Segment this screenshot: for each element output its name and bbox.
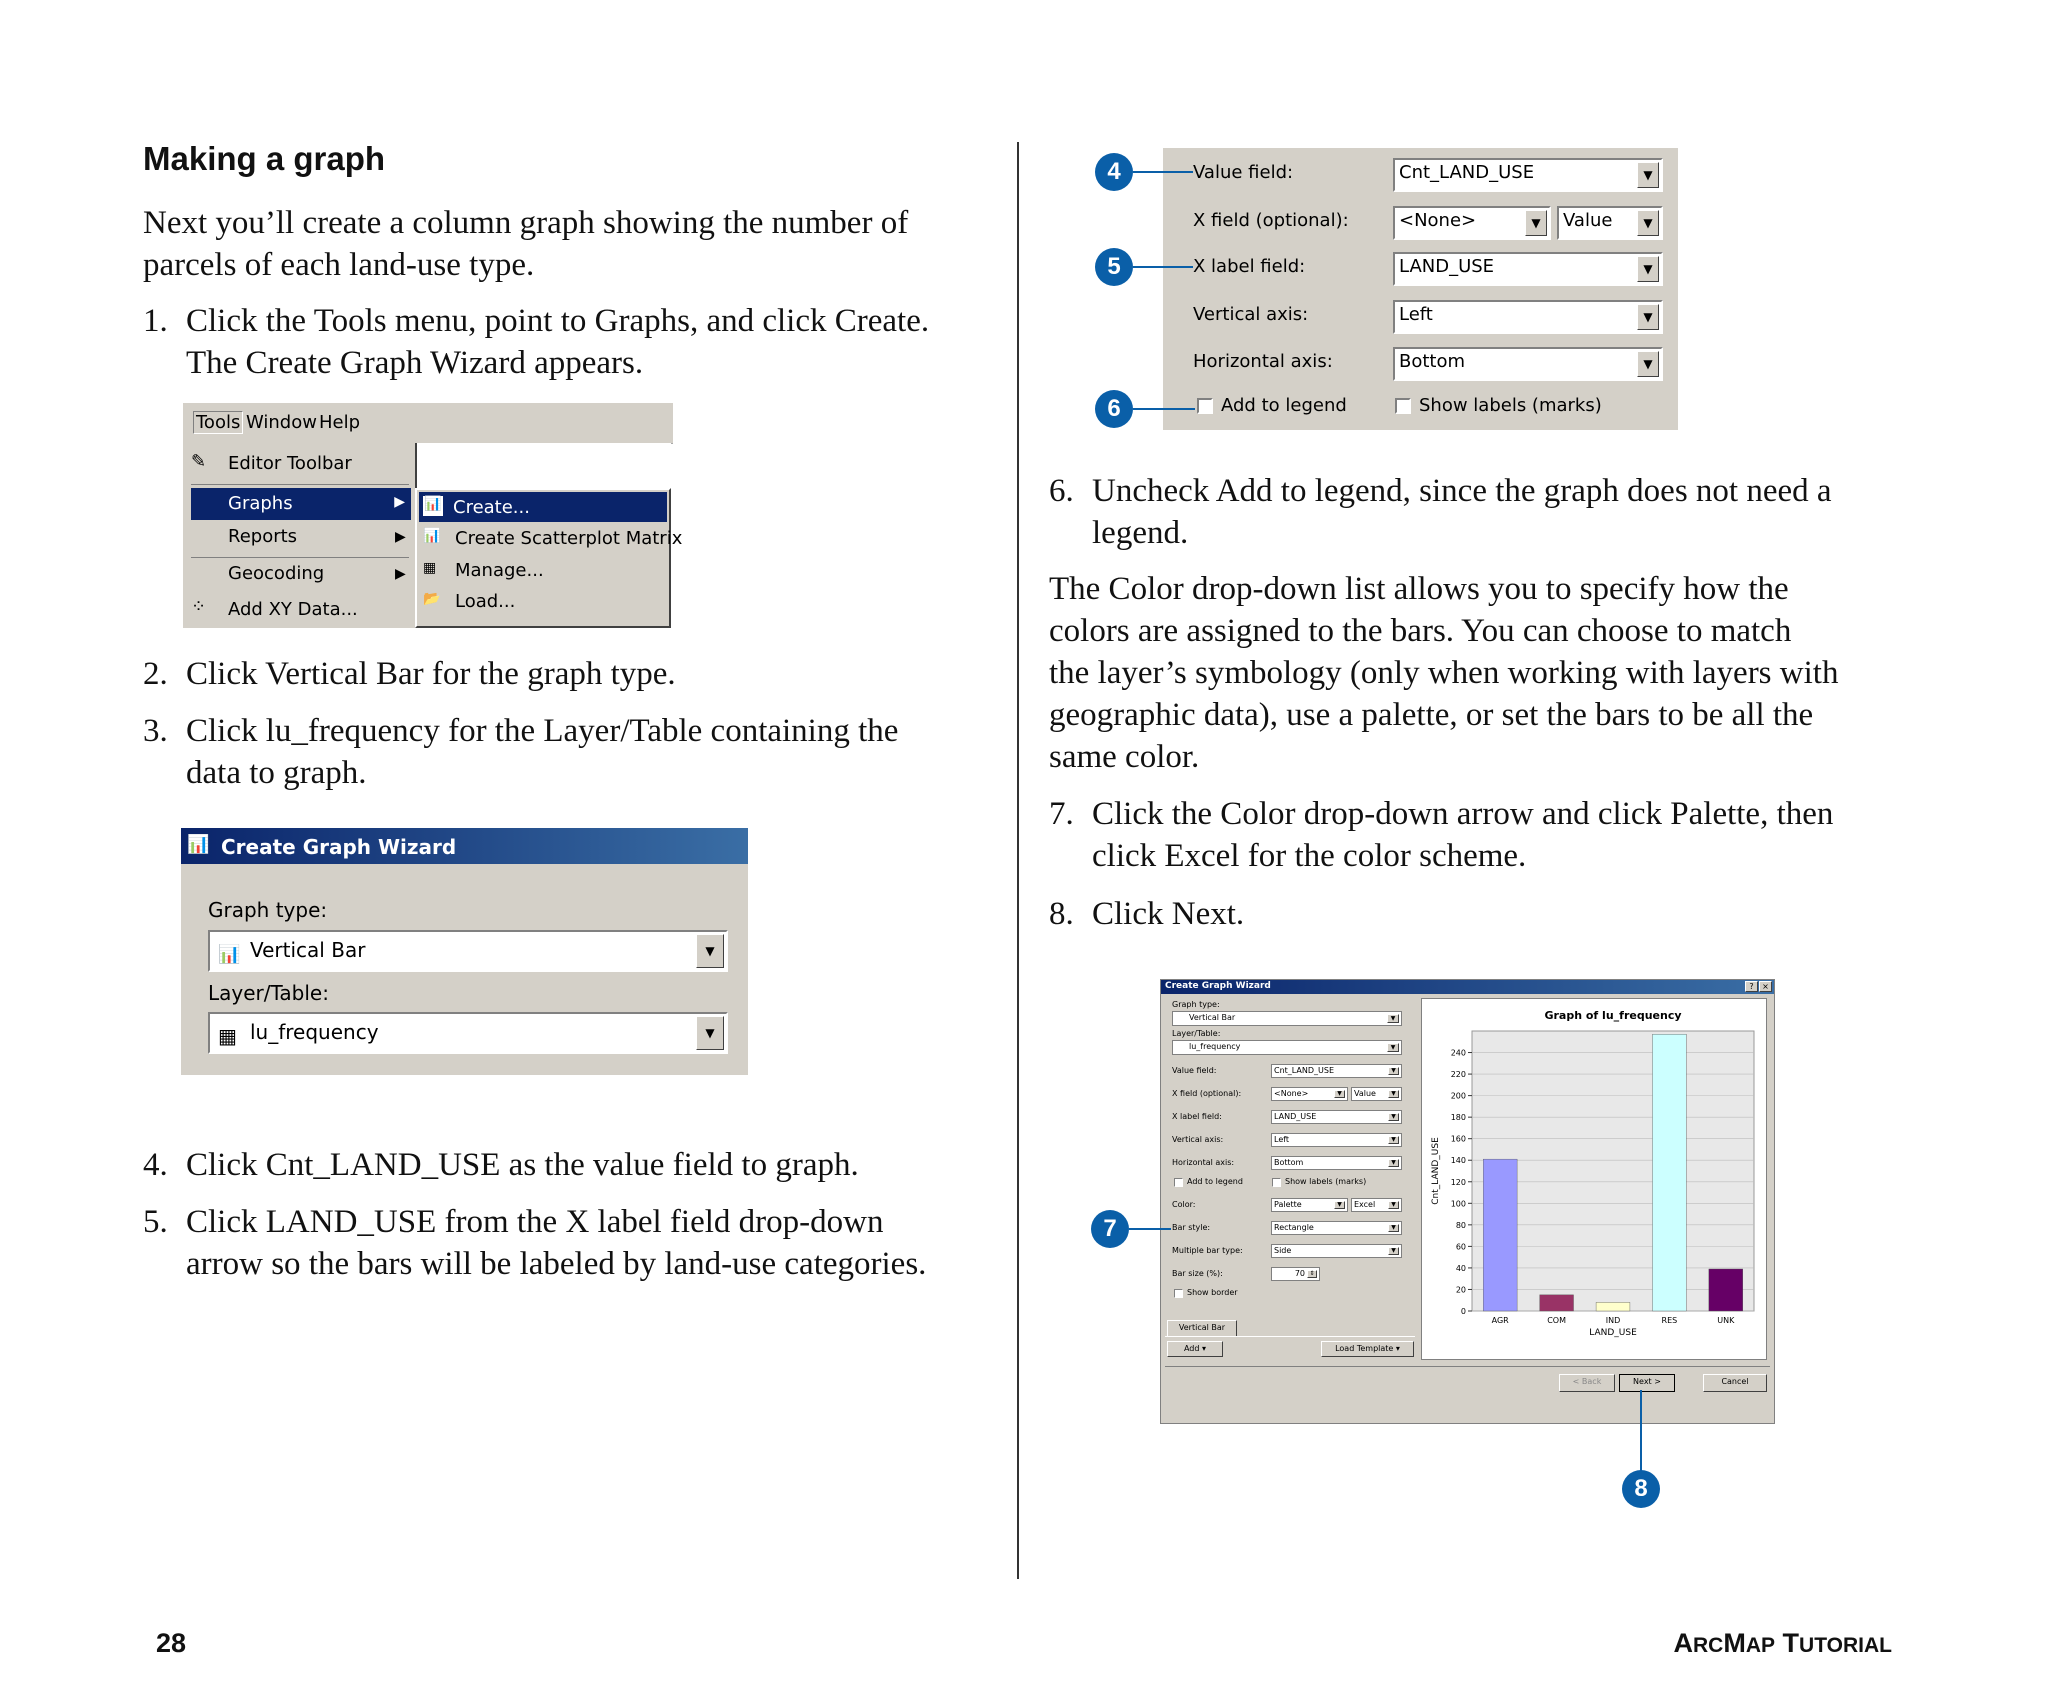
menu-help[interactable]: Help bbox=[319, 412, 361, 433]
x-field-value: <None> bbox=[1274, 1089, 1309, 1098]
menu-separator bbox=[191, 484, 409, 485]
horizontal-axis-value: Bottom bbox=[1274, 1158, 1304, 1167]
chevron-down-icon[interactable]: ▼ bbox=[1388, 1090, 1399, 1098]
graph-type-value: Vertical Bar bbox=[250, 938, 366, 962]
step-number: 5. bbox=[143, 1204, 168, 1240]
menu-item-graphs-highlight[interactable] bbox=[191, 488, 411, 520]
chevron-down-icon[interactable]: ▼ bbox=[1388, 1067, 1399, 1075]
step-number: 1. bbox=[143, 303, 168, 339]
value-field-value: Cnt_LAND_USE bbox=[1399, 162, 1535, 183]
chevron-down-icon[interactable]: ▼ bbox=[1334, 1090, 1345, 1098]
bar-ind bbox=[1596, 1302, 1630, 1311]
step-line: Click Cnt_LAND_USE as the value field to graph. bbox=[186, 1147, 859, 1183]
callout-leader bbox=[1640, 1390, 1642, 1472]
x-field-label: X field (optional): bbox=[1172, 1089, 1242, 1098]
submenu-arrow-icon: ▶ bbox=[395, 529, 406, 545]
y-tick-label: 200 bbox=[1450, 1091, 1466, 1101]
bar-res bbox=[1652, 1034, 1686, 1311]
bar-style-label: Bar style: bbox=[1172, 1223, 1211, 1232]
create-graph-wizard-small bbox=[181, 828, 748, 1075]
add-to-legend-label: Add to legend bbox=[1187, 1177, 1243, 1186]
chevron-down-icon[interactable]: ▼ bbox=[1637, 351, 1659, 377]
wizard-title: Create Graph Wizard bbox=[221, 835, 457, 859]
menu-item-reports[interactable]: Reports bbox=[228, 526, 298, 547]
y-tick-label: 40 bbox=[1455, 1263, 1466, 1273]
x-label-field-select[interactable] bbox=[1393, 252, 1663, 286]
bar-size-spinner[interactable] bbox=[1271, 1267, 1320, 1281]
value-field-select[interactable] bbox=[1271, 1064, 1402, 1078]
step-number: 8. bbox=[1049, 896, 1074, 932]
step-line: Click lu_frequency for the Layer/Table containing the bbox=[186, 713, 899, 749]
value-field-select[interactable] bbox=[1393, 158, 1663, 192]
paragraph-line: colors are assigned to the bars. You can choose to match bbox=[1049, 613, 1792, 649]
x-label-field-value: LAND_USE bbox=[1274, 1112, 1317, 1121]
y-tick-label: 180 bbox=[1450, 1113, 1466, 1123]
step-line: Click LAND_USE from the X label field drop-down bbox=[186, 1204, 884, 1240]
bar-agr bbox=[1483, 1159, 1517, 1311]
chevron-down-icon[interactable]: ▼ bbox=[696, 934, 724, 968]
tools-dropdown bbox=[183, 443, 417, 628]
chevron-down-icon[interactable]: ▼ bbox=[1525, 210, 1547, 236]
step-number: 6. bbox=[1049, 473, 1074, 509]
x-field-value-select[interactable] bbox=[1351, 1087, 1402, 1101]
y-tick-label: 100 bbox=[1450, 1199, 1466, 1209]
add-to-legend-checkbox[interactable] bbox=[1174, 1178, 1183, 1187]
callout-leader bbox=[1133, 266, 1193, 268]
graph-type-select[interactable] bbox=[1172, 1011, 1402, 1026]
bar-style-value: Rectangle bbox=[1274, 1223, 1314, 1232]
title-part: A bbox=[1673, 1628, 1693, 1658]
callout-badge-6: 6 bbox=[1095, 390, 1133, 428]
vertical-axis-select[interactable] bbox=[1271, 1133, 1402, 1147]
chevron-down-icon[interactable]: ▼ bbox=[1637, 210, 1659, 236]
step-line: arrow so the bars will be labeled by land-use categories. bbox=[186, 1246, 927, 1282]
color-label: Color: bbox=[1172, 1200, 1196, 1209]
spinner-arrows-icon[interactable]: ⇕ bbox=[1307, 1270, 1317, 1278]
vertical-axis-label: Vertical axis: bbox=[1172, 1135, 1224, 1144]
title-part: T bbox=[1782, 1628, 1800, 1658]
layer-table-value: lu_frequency bbox=[1189, 1042, 1241, 1051]
submenu-item-scatterplot[interactable]: Create Scatterplot Matrix bbox=[455, 528, 683, 549]
fields-panel-screenshot bbox=[1163, 148, 1678, 430]
step-line: Click the Tools menu, point to Graphs, and click Create. bbox=[186, 303, 930, 339]
bar-unk bbox=[1709, 1269, 1743, 1311]
y-tick-label: 0 bbox=[1460, 1307, 1466, 1316]
x-field-value-select[interactable] bbox=[1557, 206, 1663, 240]
step-line: Click Vertical Bar for the graph type. bbox=[186, 656, 676, 692]
x-tick-label: RES bbox=[1661, 1316, 1678, 1325]
graph-type-label: Graph type: bbox=[1172, 1000, 1220, 1009]
color-scheme-select[interactable] bbox=[1351, 1198, 1402, 1212]
callout-leader bbox=[1129, 1228, 1171, 1230]
x-tick-label: IND bbox=[1605, 1316, 1621, 1325]
vertical-axis-value: Left bbox=[1274, 1135, 1290, 1144]
title-part: M bbox=[1723, 1628, 1746, 1658]
chevron-down-icon[interactable]: ▼ bbox=[1388, 1136, 1399, 1144]
create-graph-wizard-full bbox=[1160, 979, 1775, 1424]
menu-bar bbox=[183, 403, 673, 444]
graph-type-select[interactable] bbox=[208, 930, 728, 972]
tools-menu-screenshot bbox=[183, 403, 683, 628]
y-tick-label: 60 bbox=[1455, 1242, 1466, 1252]
color-value: Palette bbox=[1274, 1200, 1302, 1209]
y-tick-label: 20 bbox=[1455, 1285, 1466, 1295]
x-label-field-value: LAND_USE bbox=[1399, 256, 1495, 277]
next-button[interactable]: Next > bbox=[1619, 1374, 1675, 1392]
chevron-down-icon[interactable]: ▼ bbox=[1637, 256, 1659, 282]
wizard-title-bar bbox=[181, 828, 748, 864]
callout-badge-5: 5 bbox=[1095, 248, 1133, 286]
x-field-select[interactable] bbox=[1271, 1087, 1348, 1101]
vertical-axis-value: Left bbox=[1399, 304, 1433, 325]
graph-type-value: Vertical Bar bbox=[1189, 1013, 1236, 1022]
chevron-down-icon[interactable]: ▼ bbox=[1387, 1043, 1399, 1052]
bar-size-label: Bar size (%): bbox=[1172, 1269, 1223, 1278]
submenu-item-create-highlight[interactable] bbox=[419, 492, 667, 522]
menu-item-geocoding[interactable]: Geocoding bbox=[228, 563, 325, 584]
color-paragraph bbox=[1049, 568, 1838, 778]
callout-leader bbox=[1133, 408, 1195, 410]
intro-line: Next you’ll create a column graph showing the number of bbox=[143, 205, 909, 241]
y-tick-label: 220 bbox=[1450, 1070, 1466, 1080]
cancel-button[interactable]: Cancel bbox=[1703, 1374, 1767, 1392]
bar-com bbox=[1540, 1295, 1574, 1311]
menu-separator bbox=[191, 557, 409, 558]
table-icon: ▦ bbox=[423, 560, 437, 576]
horizontal-axis-value: Bottom bbox=[1399, 351, 1466, 372]
title-part: UTORIAL bbox=[1799, 1634, 1892, 1657]
callout-leader bbox=[1133, 171, 1193, 173]
step-number: 3. bbox=[143, 713, 168, 749]
layer-table-label: Layer/Table: bbox=[208, 981, 329, 1005]
chevron-down-icon[interactable]: ▼ bbox=[1637, 304, 1659, 330]
section-heading: Making a graph bbox=[143, 140, 386, 177]
menu-item-editor-toolbar[interactable]: Editor Toolbar bbox=[228, 453, 352, 474]
multiple-bar-type-label: Multiple bar type: bbox=[1172, 1246, 1243, 1255]
bar-size-value: 70 bbox=[1294, 1269, 1305, 1278]
close-button[interactable]: × bbox=[1759, 981, 1772, 992]
help-button[interactable]: ? bbox=[1745, 981, 1758, 992]
graph-preview-panel bbox=[1421, 998, 1767, 1360]
x-field-label: X field (optional): bbox=[1193, 210, 1349, 231]
callout-badge-8: 8 bbox=[1622, 1470, 1660, 1508]
x-tick-label: UNK bbox=[1717, 1316, 1735, 1325]
show-border-checkbox[interactable] bbox=[1174, 1289, 1183, 1298]
vertical-axis-label: Vertical axis: bbox=[1193, 304, 1309, 325]
tab-divider bbox=[1165, 1336, 1415, 1337]
column-divider bbox=[1017, 142, 1019, 1579]
step-number: 7. bbox=[1049, 796, 1074, 832]
add-xy-icon: ⁘ bbox=[191, 596, 207, 617]
footer-divider bbox=[1165, 1366, 1770, 1367]
title-part: RC bbox=[1693, 1634, 1724, 1657]
color-select[interactable] bbox=[1271, 1198, 1348, 1212]
submenu-arrow-icon: ▶ bbox=[394, 494, 405, 510]
value-field-value: Cnt_LAND_USE bbox=[1274, 1066, 1335, 1075]
vertical-axis-select[interactable] bbox=[1393, 300, 1663, 334]
x-label-field-select[interactable] bbox=[1271, 1110, 1402, 1124]
callout-badge-7: 7 bbox=[1091, 1210, 1129, 1248]
horizontal-axis-select[interactable] bbox=[1271, 1156, 1402, 1170]
page-number: 28 bbox=[156, 1628, 187, 1658]
step-line: data to graph. bbox=[186, 755, 367, 791]
chevron-down-icon[interactable]: ▼ bbox=[1388, 1159, 1399, 1167]
bar-chart-icon: 📊 bbox=[218, 944, 241, 965]
intro-paragraph bbox=[143, 202, 908, 286]
menu-item-add-xy-data[interactable]: Add XY Data... bbox=[228, 599, 358, 620]
step-number: 4. bbox=[143, 1147, 168, 1183]
load-template-label: Load Template bbox=[1335, 1344, 1394, 1353]
show-labels-checkbox[interactable] bbox=[1395, 398, 1411, 414]
load-template-button[interactable]: Load Template ▾ bbox=[1321, 1341, 1414, 1357]
chevron-down-icon[interactable]: ▼ bbox=[1334, 1201, 1345, 1209]
multiple-bar-type-value: Side bbox=[1274, 1246, 1292, 1255]
y-tick-label: 120 bbox=[1450, 1177, 1466, 1187]
editor-icon: ✎ bbox=[191, 451, 207, 472]
x-field-value2: Value bbox=[1563, 210, 1613, 231]
add-button-label: Add bbox=[1183, 1344, 1200, 1353]
x-field-value: <None> bbox=[1399, 210, 1477, 231]
submenu-item-load[interactable]: Load... bbox=[455, 591, 516, 612]
chart-title: Graph of lu_frequency bbox=[1544, 1009, 1682, 1022]
y-tick-label: 80 bbox=[1455, 1220, 1466, 1230]
graph-type-label: Graph type: bbox=[208, 898, 328, 922]
wizard-title: Create Graph Wizard bbox=[1165, 981, 1271, 991]
add-to-legend-checkbox[interactable] bbox=[1197, 398, 1213, 414]
paragraph-line: geographic data), use a palette, or set the bars to be all the bbox=[1049, 697, 1814, 733]
step-line: click Excel for the color scheme. bbox=[1092, 838, 1527, 874]
x-field-value2: Value bbox=[1354, 1089, 1376, 1098]
show-labels-checkbox[interactable] bbox=[1272, 1178, 1281, 1187]
horizontal-axis-label: Horizontal axis: bbox=[1193, 351, 1333, 372]
chevron-down-icon[interactable]: ▼ bbox=[1387, 1014, 1399, 1023]
chevron-down-icon[interactable]: ▼ bbox=[696, 1016, 724, 1050]
step-line: Click the Color drop-down arrow and click Palette, then bbox=[1092, 796, 1834, 832]
paragraph-line: The Color drop-down list allows you to specify how the bbox=[1049, 571, 1789, 607]
chevron-down-icon[interactable]: ▼ bbox=[1388, 1201, 1399, 1209]
show-labels-label: Show labels (marks) bbox=[1285, 1177, 1367, 1186]
table-icon: ▦ bbox=[218, 1024, 237, 1048]
y-tick-label: 240 bbox=[1450, 1048, 1466, 1058]
color-scheme-value: Excel bbox=[1354, 1200, 1376, 1209]
layer-table-select[interactable] bbox=[1172, 1040, 1402, 1055]
tab-vertical-bar[interactable]: Vertical Bar bbox=[1167, 1320, 1237, 1336]
y-tick-label: 160 bbox=[1450, 1134, 1466, 1144]
add-button[interactable]: Add ▾ bbox=[1167, 1341, 1223, 1357]
back-button[interactable]: < Back bbox=[1559, 1374, 1615, 1392]
chevron-down-icon[interactable]: ▼ bbox=[1388, 1247, 1399, 1255]
show-labels-label: Show labels (marks) bbox=[1419, 395, 1602, 416]
graph-icon: 📊 bbox=[423, 496, 443, 516]
title-part: AP bbox=[1745, 1634, 1776, 1657]
map-area bbox=[413, 443, 671, 488]
submenu-arrow-icon: ▶ bbox=[395, 566, 406, 582]
wizard-title-bar bbox=[1161, 980, 1774, 994]
x-label-field-label: X label field: bbox=[1193, 256, 1306, 277]
chevron-down-icon[interactable]: ▼ bbox=[1388, 1113, 1399, 1121]
menu-item-graphs: Graphs bbox=[228, 493, 293, 514]
horizontal-axis-select[interactable] bbox=[1393, 347, 1663, 381]
add-to-legend-label: Add to legend bbox=[1221, 395, 1347, 416]
value-field-label: Value field: bbox=[1172, 1066, 1217, 1075]
submenu-item-create: Create... bbox=[453, 497, 530, 518]
x-axis-label: LAND_USE bbox=[1589, 1328, 1637, 1338]
graphs-submenu bbox=[415, 488, 683, 628]
horizontal-axis-label: Horizontal axis: bbox=[1172, 1158, 1235, 1167]
step-line: Click Next. bbox=[1092, 896, 1245, 932]
x-tick-label: COM bbox=[1547, 1316, 1566, 1325]
chevron-down-icon[interactable]: ▼ bbox=[1637, 162, 1659, 188]
multiple-bar-type-select[interactable] bbox=[1271, 1244, 1402, 1258]
graph-wizard-icon: 📊 bbox=[187, 834, 210, 855]
step-line: Uncheck Add to legend, since the graph does not need a bbox=[1092, 473, 1832, 509]
layer-table-select[interactable] bbox=[208, 1012, 728, 1054]
menu-window[interactable]: Window bbox=[246, 412, 317, 433]
menu-tools[interactable]: Tools bbox=[193, 411, 243, 434]
book-title bbox=[1674, 1628, 1893, 1659]
show-border-label: Show border bbox=[1187, 1288, 1238, 1297]
x-label-field-label: X label field: bbox=[1172, 1112, 1222, 1121]
layer-table-value: lu_frequency bbox=[250, 1020, 379, 1044]
y-tick-label: 140 bbox=[1450, 1156, 1466, 1166]
graph-icon: 📊 bbox=[423, 528, 441, 544]
y-axis-label: Cnt_LAND_USE bbox=[1431, 1137, 1441, 1205]
value-field-label: Value field: bbox=[1193, 162, 1294, 183]
step-line: legend. bbox=[1092, 515, 1189, 551]
bar-chart bbox=[1422, 999, 1766, 1359]
layer-table-label: Layer/Table: bbox=[1172, 1029, 1221, 1038]
paragraph-line: same color. bbox=[1049, 739, 1200, 775]
bar-style-select[interactable] bbox=[1271, 1221, 1402, 1235]
step-line: The Create Graph Wizard appears. bbox=[186, 345, 644, 381]
callout-badge-4: 4 bbox=[1095, 153, 1133, 191]
x-tick-label: AGR bbox=[1491, 1316, 1509, 1325]
step-number: 2. bbox=[143, 656, 168, 692]
x-field-select[interactable] bbox=[1393, 206, 1551, 240]
folder-icon: 📂 bbox=[423, 591, 441, 607]
intro-line: parcels of each land-use type. bbox=[143, 247, 535, 283]
submenu-item-manage[interactable]: Manage... bbox=[455, 560, 544, 581]
paragraph-line: the layer’s symbology (only when working with layers with bbox=[1049, 655, 1839, 691]
chevron-down-icon[interactable]: ▼ bbox=[1388, 1224, 1399, 1232]
